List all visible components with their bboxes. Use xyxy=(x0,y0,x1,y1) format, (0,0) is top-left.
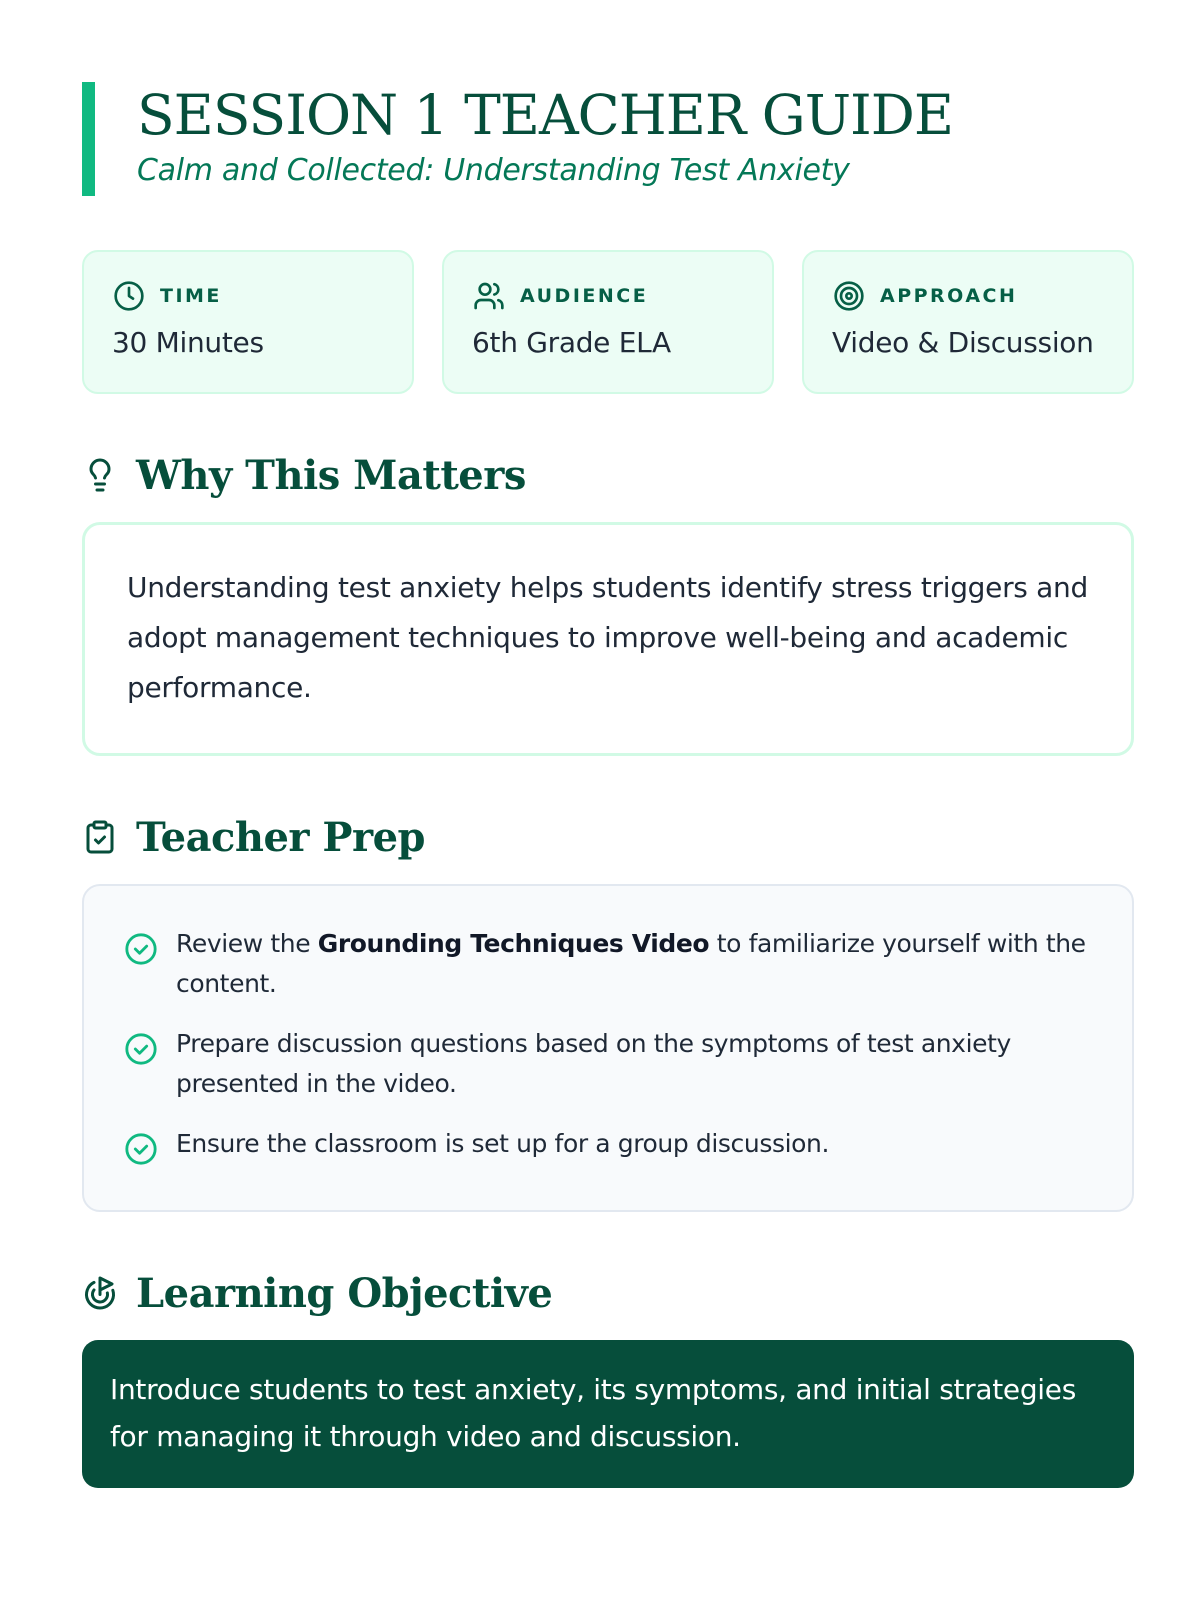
info-card-label: APPROACH xyxy=(880,285,1018,307)
prep-box xyxy=(82,884,1134,1212)
check-circle-icon xyxy=(124,1032,158,1066)
target-icon xyxy=(832,279,866,313)
list-item xyxy=(124,1024,1092,1104)
section-title: Why This Matters xyxy=(136,451,526,499)
clipboard-check-icon xyxy=(82,817,118,857)
info-card-approach xyxy=(802,250,1134,394)
teacher-guide-page xyxy=(82,82,1134,1488)
page-header xyxy=(82,82,1134,196)
prep-item-emphasis: Grounding Techniques Video xyxy=(317,929,710,958)
section-prep-header xyxy=(82,812,1134,862)
info-card-value: 30 Minutes xyxy=(112,326,264,359)
info-card-audience xyxy=(442,250,774,394)
page-title: SESSION 1 TEACHER GUIDE xyxy=(137,83,954,147)
objective-text: Introduce students to test anxiety, its symptoms, and initial strategies for managing it through video and discussion. xyxy=(110,1373,1077,1453)
why-text: Understanding test anxiety helps students identify stress triggers and adopt management techniques to improve well-being and academic performance. xyxy=(127,571,1088,704)
section-title: Learning Objective xyxy=(136,1269,553,1317)
check-circle-icon xyxy=(124,932,158,966)
clock-icon xyxy=(112,279,146,313)
header-accent-bar xyxy=(82,82,95,196)
info-card-label: AUDIENCE xyxy=(520,285,649,307)
check-circle-icon xyxy=(124,1132,158,1166)
objective-box xyxy=(82,1340,1134,1488)
list-item xyxy=(124,1124,1092,1166)
info-card-label: TIME xyxy=(160,285,222,307)
users-icon xyxy=(472,279,506,313)
info-card-time xyxy=(82,250,414,394)
lightbulb-icon xyxy=(82,455,118,495)
goal-icon xyxy=(82,1273,118,1313)
info-card-value: 6th Grade ELA xyxy=(472,326,671,359)
prep-item-text: Ensure the classroom is set up for a group discussion. xyxy=(176,1129,830,1158)
section-title: Teacher Prep xyxy=(136,813,425,861)
why-box xyxy=(82,522,1134,756)
list-item xyxy=(124,924,1092,1004)
info-cards xyxy=(82,250,1134,394)
prep-item-text: Review the Grounding Techniques Video to familiarize yourself with the content. xyxy=(176,929,1086,998)
page-subtitle: Calm and Collected: Understanding Test Anxiety xyxy=(137,153,850,188)
section-objective-header xyxy=(82,1268,1134,1318)
prep-item-text: Prepare discussion questions based on the symptoms of test anxiety presented in the video. xyxy=(176,1029,1011,1098)
info-card-value: Video & Discussion xyxy=(832,326,1094,359)
section-why-header xyxy=(82,450,1134,500)
